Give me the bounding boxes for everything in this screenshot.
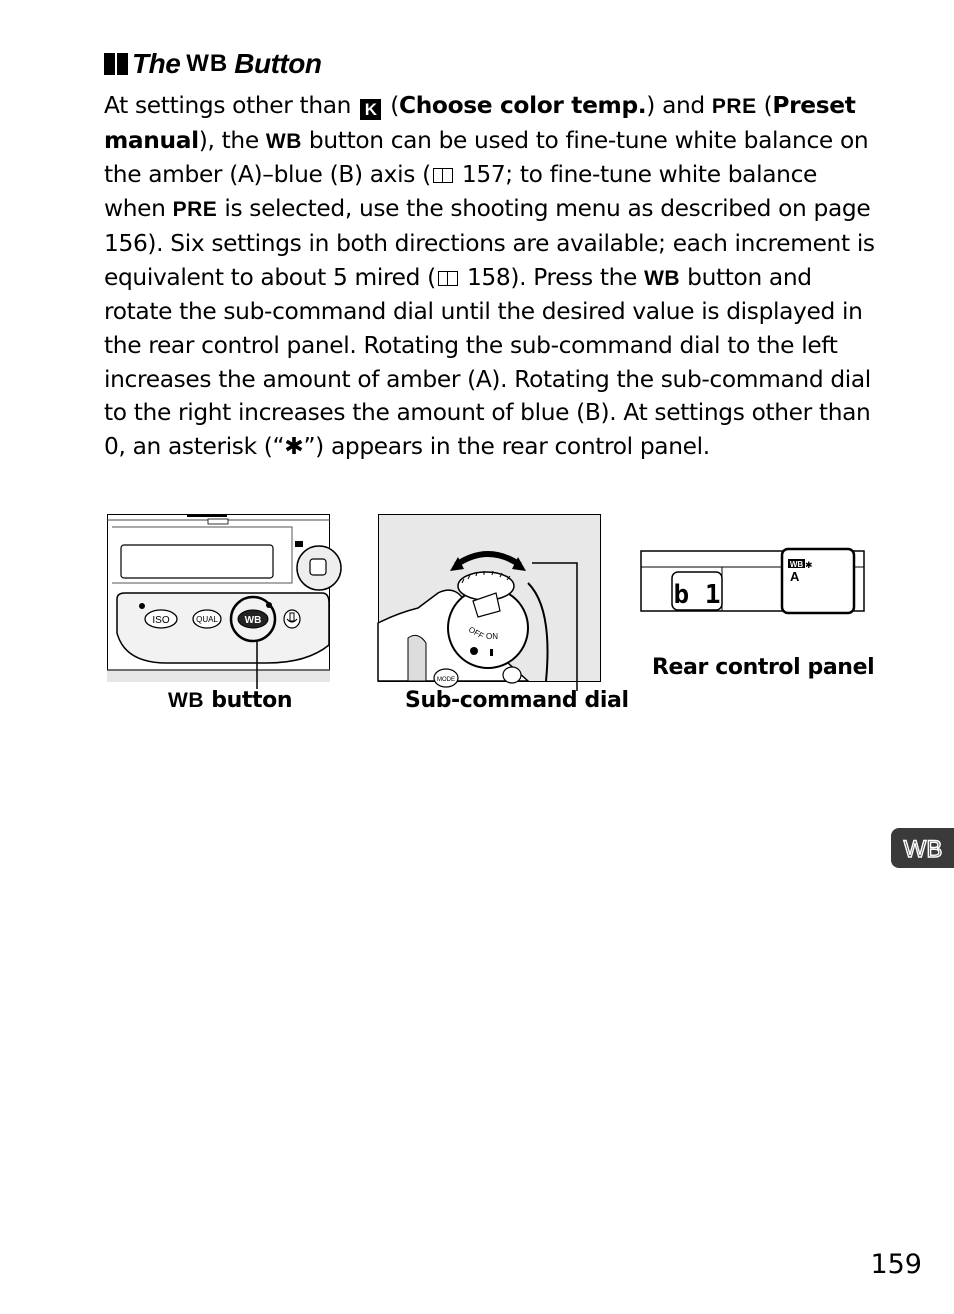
- heading-the: The: [132, 48, 181, 79]
- sub-command-dial-illustration: [378, 513, 602, 691]
- text-run: (: [756, 92, 773, 119]
- heading-marker-icon: [104, 53, 128, 75]
- heading-wb-symbol: WB: [186, 50, 229, 77]
- caption-text: button: [204, 688, 293, 713]
- wb-chapter-icon: [903, 835, 942, 863]
- text-run: At settings other than: [104, 92, 359, 119]
- section-heading: [104, 48, 321, 80]
- rear-control-panel-illustration: [638, 545, 868, 619]
- dial-on-label: ON: [486, 632, 498, 641]
- panel-readout: b 1: [673, 580, 721, 610]
- camera-buttons-illustration: [107, 513, 331, 689]
- k-symbol-icon: K: [360, 99, 381, 120]
- wb-symbol: WB: [644, 266, 681, 290]
- choose-color-temp-term: Choose color temp.: [398, 92, 647, 119]
- preset-manual-term: Preset manual: [104, 92, 856, 154]
- dial-off-label: OFF: [467, 624, 486, 641]
- chapter-tab-wb: [891, 828, 954, 868]
- text-run: is selected, use the shooting menu as described on page 156). Six settings in both directions are available; each increment is equivalent to about 5 mired (: [104, 195, 875, 291]
- panel-asterisk: ✱: [805, 561, 813, 571]
- body-paragraph: [104, 89, 884, 464]
- heading-button: Button: [234, 48, 322, 79]
- wb-button-label: WB: [244, 615, 262, 626]
- rear-control-panel-caption: Rear control panel: [652, 655, 875, 680]
- panel-wb-badge: WB: [789, 560, 804, 569]
- text-run: button and rotate the sub-command dial until the desired value is displayed in the rear control panel. Rotating the sub-command dial to the left increases the amount of amber (A). Rotating the sub-command dial to the right increases the amount of blue (B). At settings other than 0, an asterisk (“: [104, 263, 871, 461]
- asterisk-symbol: ✱: [284, 433, 304, 461]
- panel-amber-indicator: A: [790, 569, 800, 584]
- pre-symbol: PRE: [711, 95, 757, 118]
- text-run: ”) appears in the rear control panel.: [303, 433, 710, 461]
- page-reference-icon: [438, 271, 458, 286]
- sub-command-dial-caption: Sub-command dial: [405, 688, 629, 713]
- text-run: (: [383, 92, 399, 119]
- wb-button-caption: [168, 688, 292, 713]
- qual-button-label: QUAL: [196, 615, 218, 624]
- page-reference-icon: [433, 168, 453, 183]
- text-run: ), the: [198, 126, 266, 154]
- caption-wb-symbol: WB: [168, 689, 204, 712]
- iso-button-label: ISO: [152, 615, 170, 626]
- chapter-tab-label: WB: [903, 836, 942, 863]
- page-number: 159: [870, 1249, 922, 1280]
- text-run: ) and: [646, 92, 712, 119]
- mode-button-label: MODE: [437, 677, 455, 683]
- text-run: 157; to fine-tune white balance when: [104, 161, 818, 223]
- text-run: 158). Press the: [459, 263, 645, 291]
- pre-symbol: PRE: [172, 198, 218, 222]
- text-run: button can be used to fine-tune white balance on the amber (A)–blue (B) axis (: [104, 126, 869, 189]
- wb-symbol: WB: [265, 129, 302, 153]
